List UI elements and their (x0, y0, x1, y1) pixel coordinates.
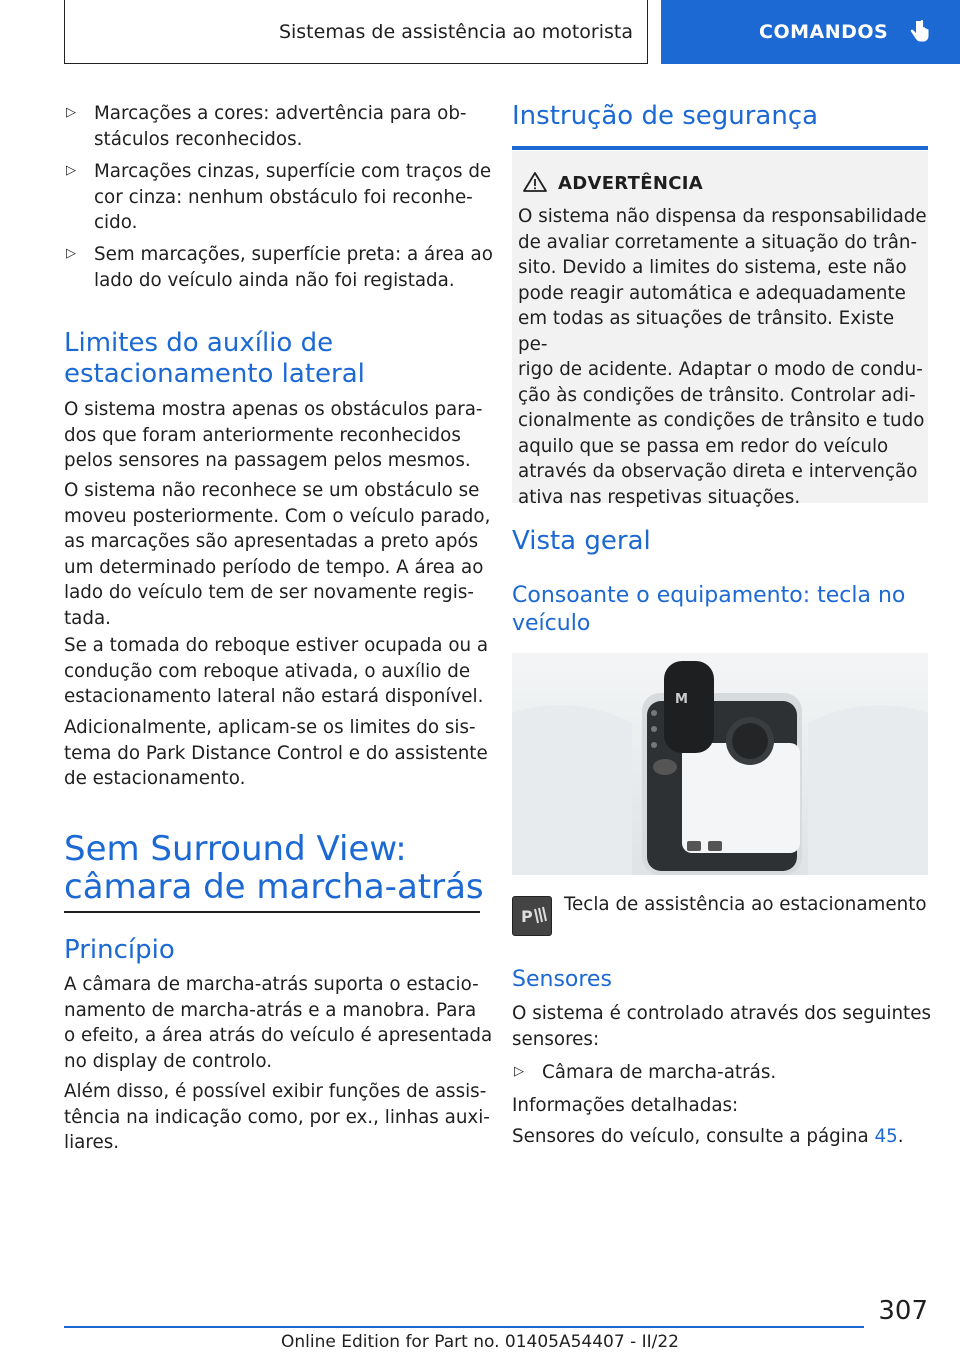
safety-heading: Instrução de segurança (512, 101, 819, 131)
bullet-item (94, 242, 493, 293)
text-line: dos que foram anteriormente reconhecidos (64, 424, 461, 446)
text-line: Marcações a cores: advertência para ob- (94, 103, 467, 124)
text-line: em todas as situações de trânsito. Existe pe- (518, 308, 895, 355)
text-line: as marcações são apresentadas a preto após (64, 531, 479, 552)
divider (64, 911, 480, 913)
paragraph (64, 1079, 490, 1156)
text-line: Adicionalmente, aplicam-se os limites do sis- (64, 717, 476, 738)
paragraph (512, 1001, 931, 1052)
heading-line: estacionamento lateral (64, 359, 365, 389)
heading-line: Consoante o equipamento: tecla no (512, 583, 906, 608)
text-line: cido. (94, 212, 138, 233)
svg-text:M: M (675, 692, 688, 707)
bullet-marker: ▷ (514, 1064, 524, 1079)
text-line: de avaliar corretamente a situação do trân- (518, 231, 918, 253)
text-line: liares. (64, 1132, 120, 1153)
cross-reference (512, 1124, 904, 1150)
equipment-heading (512, 582, 905, 638)
bullet-item (94, 101, 467, 152)
text-line: lado do veículo tem de ser novamente regis- (64, 582, 474, 603)
sensors-heading: Sensores (512, 967, 612, 992)
footer-divider (64, 1326, 864, 1328)
text-line: ativa nas respetivas situações. (518, 486, 801, 508)
text-line: através da observação direta e intervenção (518, 461, 918, 482)
text-line: tada. (64, 607, 111, 629)
svg-text:P: P (521, 907, 533, 926)
text-line: tema do Park Distance Control e do assistente (64, 742, 488, 764)
warning-triangle-icon (522, 171, 548, 193)
bullet-item: Câmara de marcha-atrás. (542, 1062, 777, 1083)
hand-pointer-icon (908, 19, 930, 45)
text-line: cor cinza: nenhum obstáculo foi reconhe- (94, 186, 473, 208)
text-line: estacionamento lateral não estará disponível. (64, 686, 484, 707)
text-line: O sistema não dispensa da responsabilidade (518, 206, 927, 227)
limits-heading (64, 328, 365, 390)
text-line: A câmara de marcha-atrás suporta o estacio- (64, 974, 479, 995)
text-line: Marcações cinzas, superfície com traços de (94, 161, 492, 182)
chapter-title: COMANDOS (759, 21, 889, 43)
center-console-photo (512, 653, 928, 875)
text-line: rigo de acidente. Adaptar o modo de condu- (518, 359, 923, 380)
warning-text (518, 204, 928, 510)
park-assist-button-icon (512, 896, 552, 936)
heading-line: veículo (512, 611, 591, 636)
paragraph (64, 478, 490, 631)
footer-edition: Online Edition for Part no. 01405A54407 - II/22 (280, 1332, 679, 1352)
paragraph (64, 397, 483, 474)
paragraph (64, 972, 492, 1074)
text-line: condução com reboque ativada, o auxílio de (64, 660, 471, 682)
text-line: O sistema não reconhece se um obstáculo se (64, 480, 480, 501)
page-number: 307 (878, 1296, 928, 1326)
text-line: Além disso, é possível exibir funções de assis- (64, 1081, 487, 1102)
text-line: ção às condições de trânsito. Controlar adi- (518, 384, 916, 406)
section-title: Sistemas de assistência ao motorista (278, 20, 633, 43)
text-line: O sistema mostra apenas os obstáculos para- (64, 399, 483, 420)
principle-heading: Princípio (64, 935, 175, 965)
bullet-item (94, 159, 491, 236)
text-line: namento de marcha-atrás e a manobra. Para (64, 999, 477, 1021)
text-line: o efeito, a área atrás do veículo é apresentada (64, 1025, 493, 1046)
heading-line: câmara de marcha-atrás (64, 867, 484, 907)
text-line: moveu posteriormente. Com o veículo parado, (64, 505, 491, 527)
bullet-marker: ▷ (66, 105, 76, 120)
paragraph (64, 633, 488, 710)
paragraph (64, 715, 488, 792)
page-link[interactable]: 45 (874, 1126, 898, 1147)
text-line: Se a tomada do reboque estiver ocupada ou a (64, 635, 489, 656)
text-line: lado do veículo ainda não foi registada. (94, 269, 455, 291)
text-line: O sistema é controlado através dos seguintes (512, 1003, 931, 1024)
header-section-title (64, 0, 648, 64)
bullet-marker: ▷ (66, 246, 76, 261)
text-line: tência na indicação como, por ex., linhas auxi- (64, 1106, 490, 1128)
warning-box (512, 151, 928, 508)
text-line: cionalmente as condições de trânsito e tudo (518, 410, 925, 431)
main-heading (64, 830, 484, 906)
cross-reference-suffix: . (897, 1126, 904, 1147)
header-chapter-tab (661, 0, 960, 64)
accent-divider (512, 146, 928, 150)
overview-heading: Vista geral (512, 526, 651, 556)
cross-reference-text: Sensores do veículo, consulte a página (512, 1126, 875, 1147)
text-line: aquilo que se passa em redor do veículo (518, 435, 889, 457)
text-line: sito. Devido a limites do sistema, este não (518, 257, 907, 278)
text-line: pode reagir automática e adequadamente (518, 282, 906, 304)
text-line: pelos sensores na passagem pelos mesmos. (64, 450, 471, 471)
text-line: stáculos reconhecidos. (94, 128, 303, 150)
text-line: sensores: (512, 1028, 600, 1050)
text-line: no display de controlo. (64, 1050, 273, 1072)
button-caption: Tecla de assistência ao estacionamento (564, 894, 927, 915)
warning-title: ADVERTÊNCIA (558, 173, 703, 194)
details-label: Informações detalhadas: (512, 1095, 739, 1116)
heading-line: Limites do auxílio de (64, 328, 334, 358)
text-line: um determinado período de tempo. A área ao (64, 556, 484, 578)
bullet-marker: ▷ (66, 163, 76, 178)
text-line: de estacionamento. (64, 768, 246, 789)
heading-line: Sem Surround View: (64, 829, 407, 869)
text-line: Sem marcações, superfície preta: a área ao (94, 244, 493, 265)
